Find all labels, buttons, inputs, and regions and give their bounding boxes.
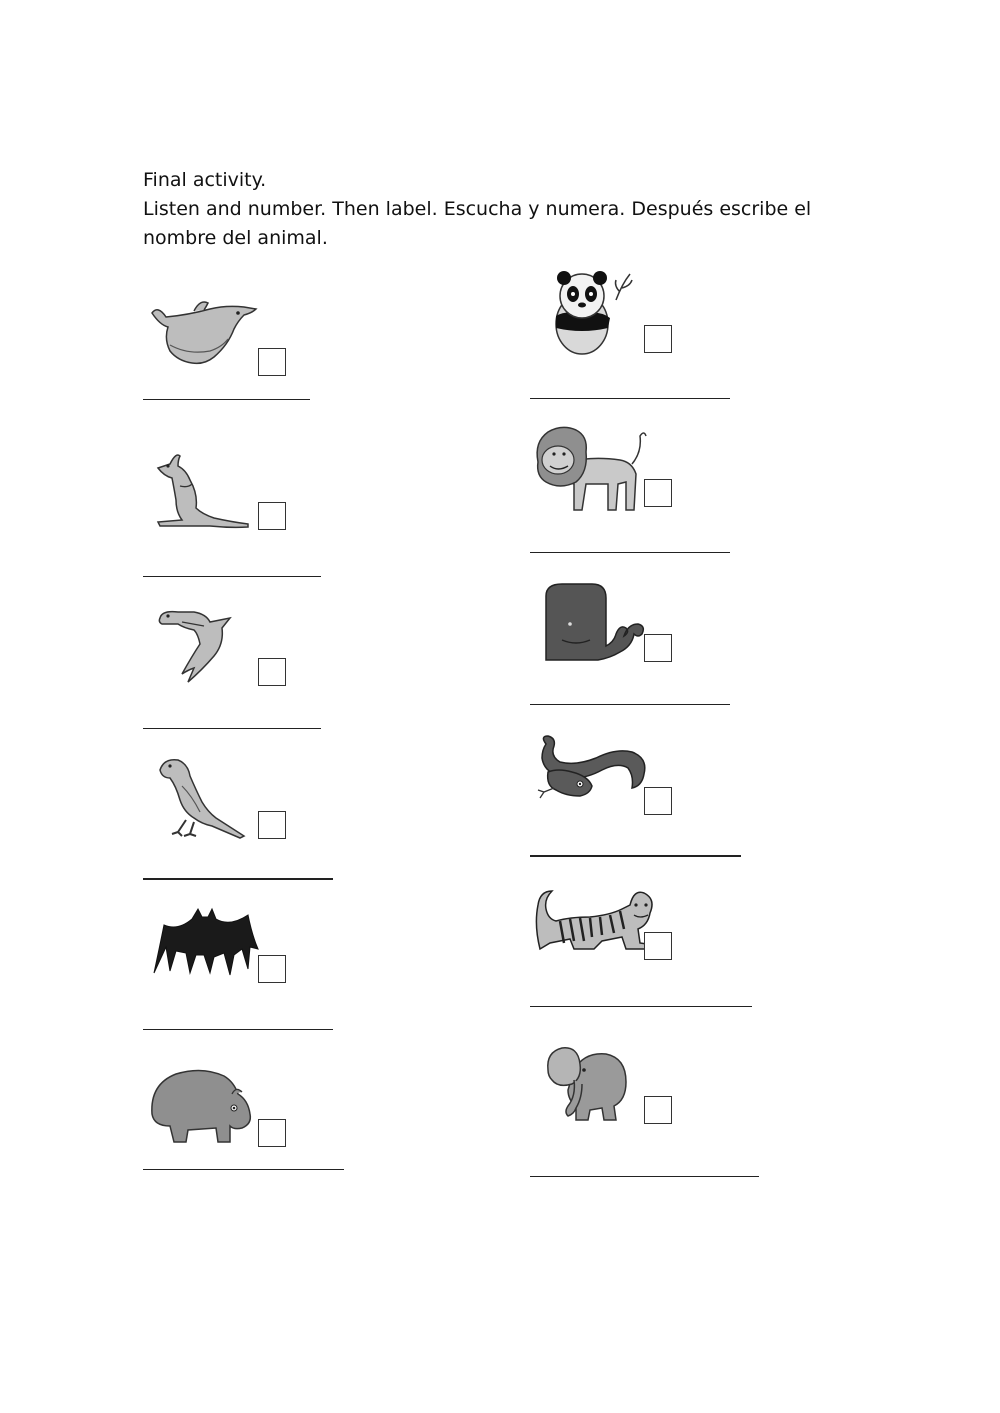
- answer-line[interactable]: [530, 704, 730, 705]
- answer-line[interactable]: [143, 576, 321, 577]
- number-box[interactable]: [258, 1119, 286, 1147]
- number-box[interactable]: [644, 325, 672, 353]
- answer-line[interactable]: [530, 1176, 759, 1177]
- bat-icon: [152, 905, 260, 977]
- whale-icon: [542, 580, 650, 666]
- number-box[interactable]: [644, 634, 672, 662]
- number-box[interactable]: [644, 787, 672, 815]
- number-box[interactable]: [258, 811, 286, 839]
- snake-icon: [536, 732, 648, 806]
- hammerhead-shark-icon: [158, 604, 234, 686]
- answer-line[interactable]: [143, 1169, 344, 1170]
- bear-icon: [148, 1064, 254, 1146]
- answer-line[interactable]: [530, 398, 730, 399]
- dolphin-icon: [148, 295, 260, 369]
- instructions-text: Listen and number. Then label. Escucha y numera. Después escribe el nombre del animal.: [143, 198, 812, 249]
- number-box[interactable]: [258, 955, 286, 983]
- elephant-icon: [544, 1040, 630, 1122]
- number-box[interactable]: [258, 348, 286, 376]
- kangaroo-icon: [152, 448, 252, 530]
- instructions-block: [143, 166, 823, 253]
- number-box[interactable]: [644, 932, 672, 960]
- answer-line[interactable]: [143, 399, 310, 400]
- number-box[interactable]: [258, 502, 286, 530]
- panda-icon: [546, 270, 636, 360]
- number-box[interactable]: [644, 1096, 672, 1124]
- answer-line[interactable]: [530, 855, 741, 857]
- page-title: Final activity.: [143, 169, 267, 191]
- parrot-icon: [156, 756, 248, 840]
- number-box[interactable]: [258, 658, 286, 686]
- answer-line[interactable]: [143, 728, 321, 729]
- answer-line[interactable]: [530, 552, 730, 553]
- number-box[interactable]: [644, 479, 672, 507]
- lion-icon: [532, 422, 650, 514]
- tiger-icon: [530, 885, 660, 955]
- answer-line[interactable]: [143, 1029, 333, 1030]
- answer-line[interactable]: [530, 1006, 752, 1007]
- answer-line[interactable]: [143, 878, 333, 880]
